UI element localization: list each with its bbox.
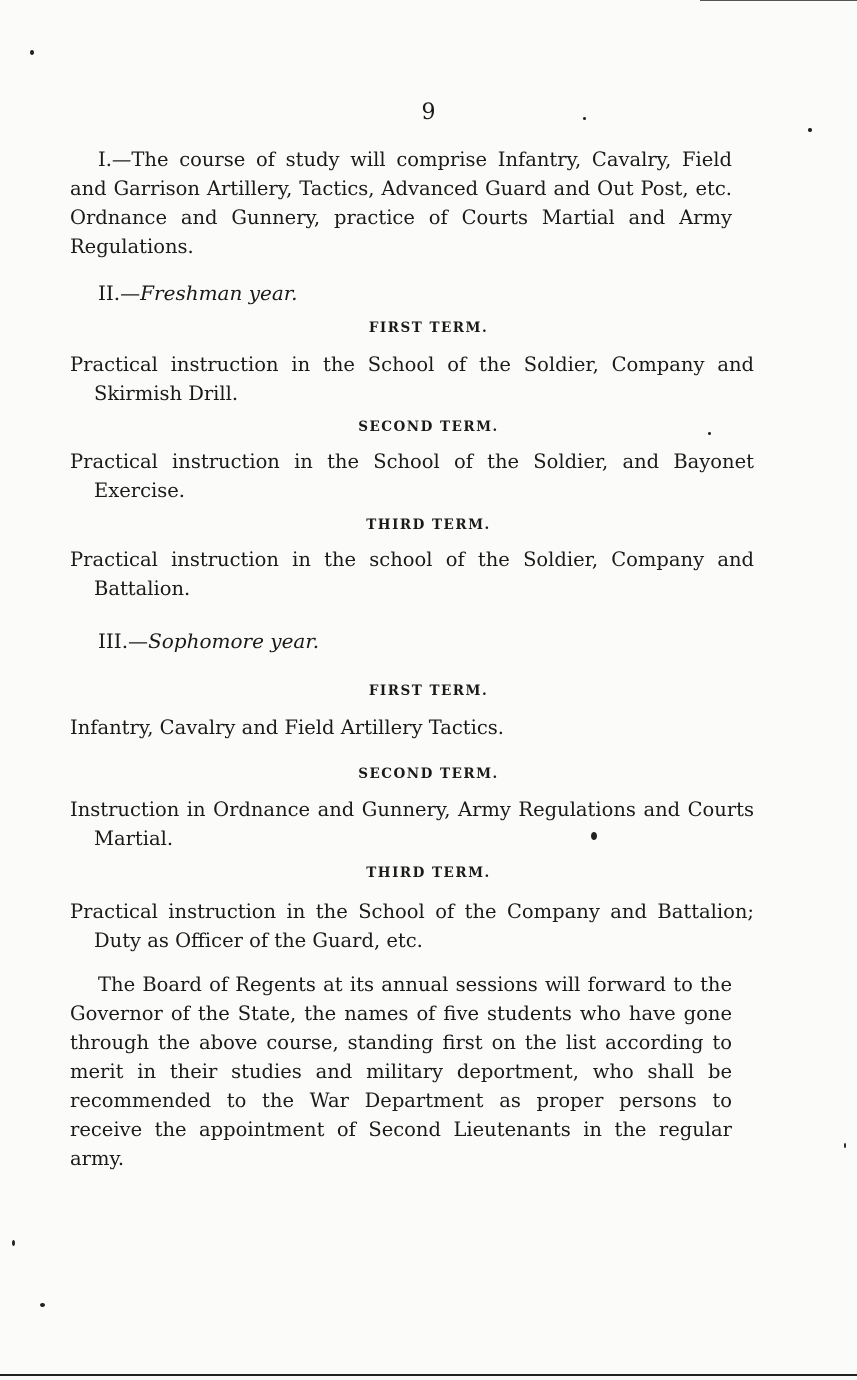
sophomore-section-heading xyxy=(98,629,319,653)
ink-speck xyxy=(40,1303,45,1307)
ink-speck xyxy=(30,50,34,55)
freshman-numeral: II.— xyxy=(98,281,141,305)
ink-speck xyxy=(844,1143,846,1148)
sophomore-second-term-heading: SECOND TERM. xyxy=(358,766,499,782)
freshman-first-term-heading: FIRST TERM. xyxy=(368,320,489,336)
intro-paragraph xyxy=(70,145,732,261)
ink-speck xyxy=(583,117,586,120)
freshman-first-term-text: Practical instruction in the School of the Soldier, Company and Skirmish Drill. xyxy=(70,353,754,405)
ink-speck xyxy=(708,432,711,435)
freshman-third-term-text: Practical instruction in the school of the Soldier, Company and Battalion. xyxy=(70,548,754,600)
closing-paragraph xyxy=(70,970,732,1173)
sophomore-numeral: III.— xyxy=(98,629,149,653)
sophomore-third-term-heading: THIRD TERM. xyxy=(366,865,491,881)
sophomore-first-term-heading: FIRST TERM. xyxy=(368,683,489,699)
freshman-section-heading xyxy=(98,281,298,305)
ink-speck xyxy=(12,1240,15,1246)
ink-speck xyxy=(808,128,812,132)
freshman-second-term-heading: SECOND TERM. xyxy=(358,419,499,435)
closing-text: The Board of Regents at its annual sessions will forward to the Governor of the State, the names of five students who have gone through the above course, standing first on the list according to merit in their studies and military deportment, who shall be recommended to the War Department as proper persons to receive the appointment of Second Lieutenants in the regular army. xyxy=(70,973,732,1170)
freshman-title: Freshman year. xyxy=(140,281,298,305)
sophomore-title: Sophomore year. xyxy=(148,629,320,653)
sophomore-second-term-text: Instruction in Ordnance and Gunnery, Army Regulations and Courts Martial. xyxy=(70,798,754,850)
freshman-third-term-heading: THIRD TERM. xyxy=(366,517,491,533)
intro-text: I.—The course of study will comprise Infantry, Cavalry, Field and Garrison Artillery, Tactics, Advanced Guard and Out Post, etc. Ordnance and Gunnery, practice of Courts Martial and Army Regulations. xyxy=(70,148,732,258)
sophomore-third-term-text: Practical instruction in the School of the Company and Battalion; Duty as Officer of the Guard, etc. xyxy=(70,900,754,952)
top-edge-line xyxy=(700,0,857,1)
sophomore-first-term-text: Infantry, Cavalry and Field Artillery Tactics. xyxy=(70,716,504,739)
freshman-second-term-text: Practical instruction in the School of the Soldier, and Bayonet Exercise. xyxy=(70,450,754,502)
page-number: 9 xyxy=(421,100,436,125)
bottom-edge-line xyxy=(0,1374,857,1376)
ink-speck xyxy=(591,832,597,840)
